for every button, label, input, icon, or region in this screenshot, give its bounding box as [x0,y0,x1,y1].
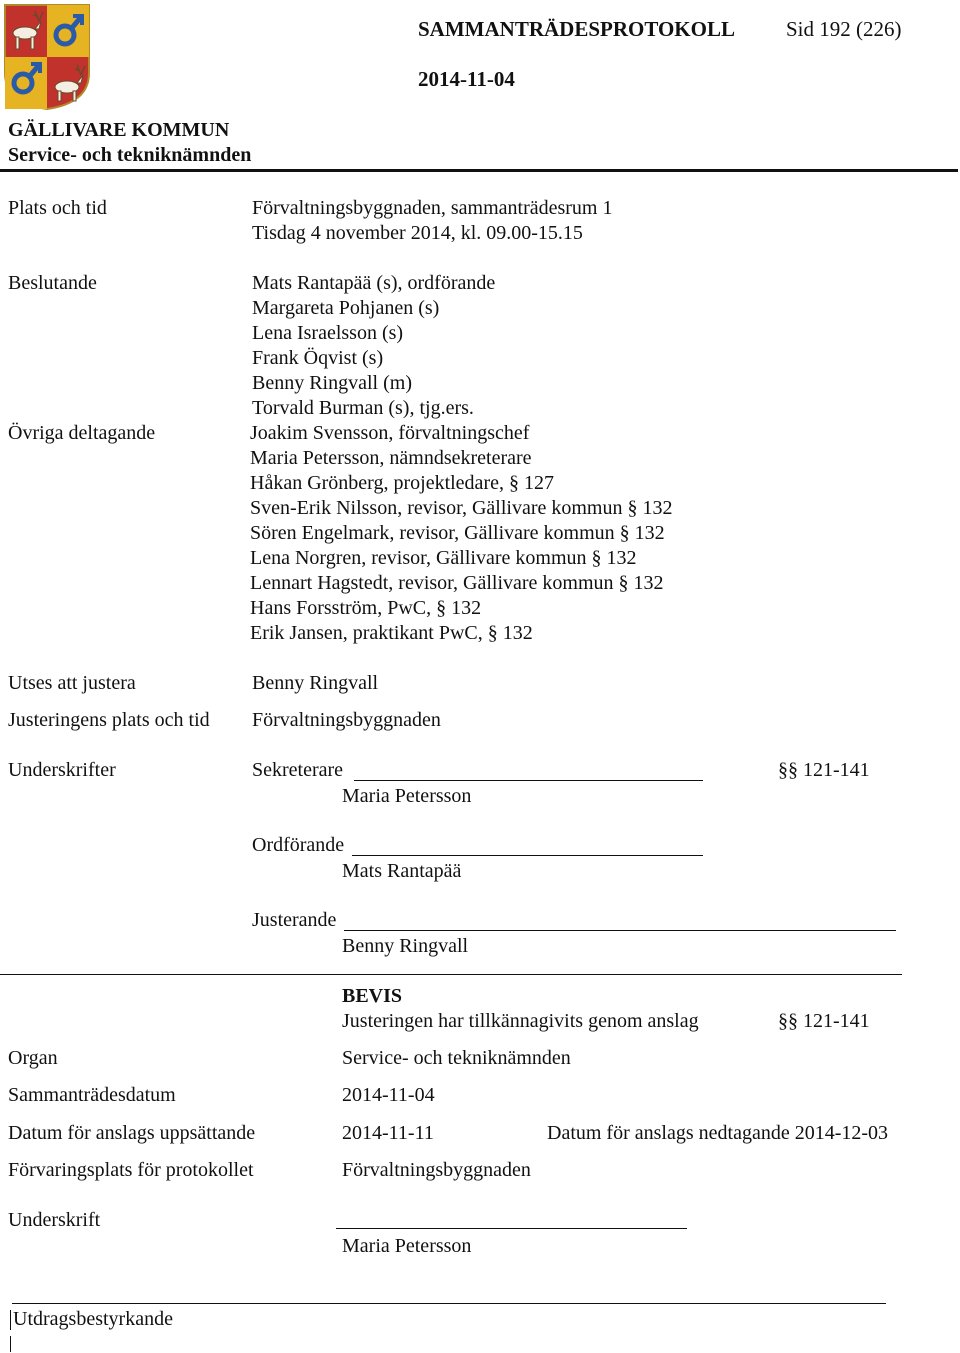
uppsattande-label: Datum för anslags uppsättande [8,1122,256,1144]
justering-plats-value: Förvaltningsbyggnaden [252,709,441,731]
list-item: Hans Forsström, PwC, § 132 [250,597,482,619]
justerande-signature-line [344,930,896,931]
bevis-title: BEVIS [342,985,403,1007]
document-title: SAMMANTRÄDESPROTOKOLL [418,17,735,41]
list-item: Erik Jansen, praktikant PwC, § 132 [250,622,533,644]
beslutande-list [252,271,495,421]
header-divider [0,169,958,172]
sekreterare-name: Maria Petersson [342,785,472,807]
ordforande-signature-line [352,855,703,856]
list-item: Lennart Hagstedt, revisor, Gällivare kommun § 132 [250,572,664,594]
utdragsbestyrkande-label: Utdragsbestyrkande [13,1308,173,1330]
sekreterare-signature-line [354,780,703,781]
list-item: Lena Norgren, revisor, Gällivare kommun § 132 [250,547,637,569]
plats-line: Förvaltningsbyggnaden, sammanträdesrum 1 [252,197,613,219]
forvaring-label: Förvaringsplats för protokollet [8,1159,254,1181]
section-divider [0,974,902,975]
forvaring-value: Förvaltningsbyggnaden [342,1159,531,1181]
justerande-role: Justerande [252,909,337,931]
organ-label: Organ [8,1047,58,1069]
municipal-crest-logo [3,3,91,111]
footer-divider [12,1303,886,1304]
list-item: Torvald Burman (s), tjg.ers. [252,397,474,419]
list-item: Håkan Grönberg, projektledare, § 127 [250,472,554,494]
justerande-name: Benny Ringvall [342,935,469,957]
beslutande-label: Beslutande [8,272,97,294]
ordforande-role: Ordförande [252,834,345,856]
underskrifter-label: Underskrifter [8,759,116,781]
list-item: Margareta Pohjanen (s) [252,297,440,319]
list-item: Sven-Erik Nilsson, revisor, Gällivare kommun § 132 [250,497,673,519]
sammantradesdatum-value: 2014-11-04 [342,1084,435,1106]
list-item: Lena Israelsson (s) [252,322,404,344]
ovriga-list [250,421,672,646]
footer-bar [10,1310,11,1330]
underskrift-label: Underskrift [8,1209,101,1231]
sekreterare-paragraphs: §§ 121-141 [778,759,870,781]
list-item: Frank Öqvist (s) [252,347,384,369]
underskrift-signature-line [336,1228,687,1229]
list-item: Benny Ringvall (m) [252,372,412,394]
sammantradesdatum-label: Sammanträdesdatum [8,1084,176,1106]
sekreterare-role: Sekreterare [252,759,344,781]
footer-bar [10,1336,11,1352]
nedtagande-text: Datum för anslags nedtagande 2014-12-03 [547,1122,889,1144]
page-number: Sid 192 (226) [786,17,902,41]
justera-label: Utses att justera [8,672,136,694]
underskrift-name: Maria Petersson [342,1235,472,1257]
justera-value: Benny Ringvall [252,672,379,694]
tid-line: Tisdag 4 november 2014, kl. 09.00-15.15 [252,222,583,244]
justering-plats-label: Justeringens plats och tid [8,709,210,731]
document-date: 2014-11-04 [418,67,515,91]
list-item: Mats Rantapää (s), ordförande [252,272,496,294]
list-item: Joakim Svensson, förvaltningschef [250,422,530,444]
department-name: Service- och tekniknämnden [8,144,252,166]
bevis-paragraphs: §§ 121-141 [778,1010,870,1032]
ordforande-name: Mats Rantapää [342,860,462,882]
bevis-text: Justeringen har tillkännagivits genom anslag [342,1010,699,1032]
organization-name: GÄLLIVARE KOMMUN [8,119,230,141]
uppsattande-value: 2014-11-11 [342,1122,434,1144]
plats-values [252,196,613,246]
organ-value: Service- och tekniknämnden [342,1047,571,1069]
list-item: Maria Petersson, nämndsekreterare [250,447,532,469]
list-item: Sören Engelmark, revisor, Gällivare kommun § 132 [250,522,665,544]
plats-label: Plats och tid [8,197,107,219]
ovriga-label: Övriga deltagande [8,422,156,444]
